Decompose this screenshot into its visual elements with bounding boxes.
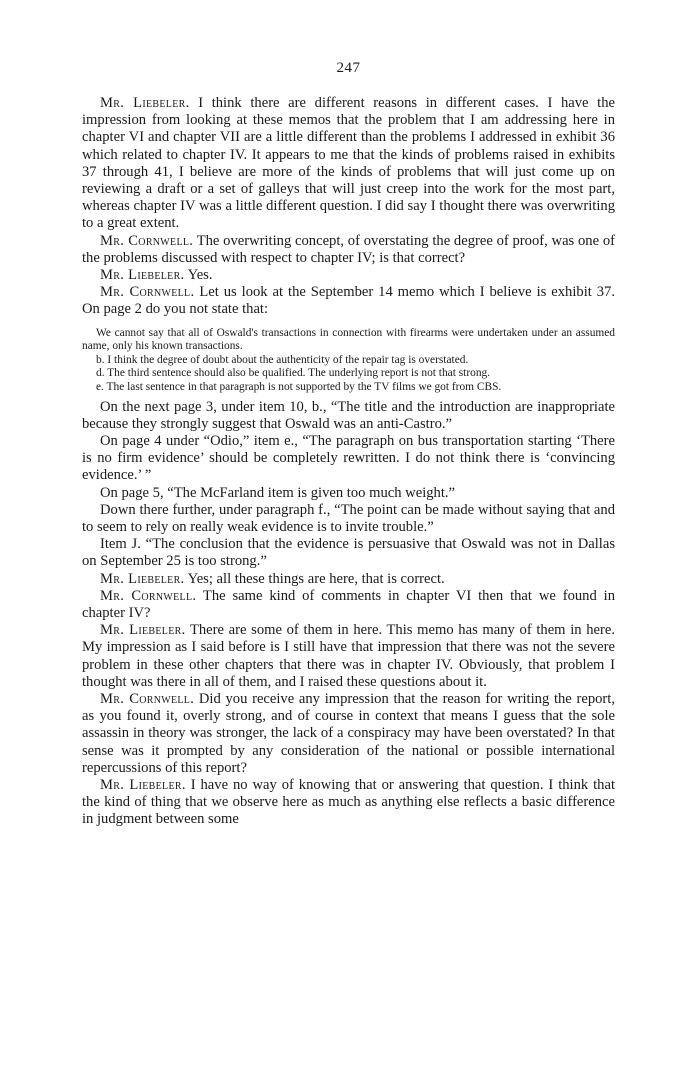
paragraph-text: Yes. — [184, 267, 213, 284]
testimony-paragraph — [82, 571, 615, 588]
paragraph-text: The same kind of comments in chapter VI then that we found in chapter IV? — [82, 587, 615, 622]
testimony-paragraph — [82, 588, 615, 622]
paragraph-text: Down there further, under paragraph f., “The point can be made without saying that and to seem to rely on really weak evidence is to invite trouble.” — [82, 501, 615, 536]
testimony-paragraph — [82, 622, 615, 691]
speaker-name: Mr. Liebeler. — [100, 777, 186, 794]
speaker-name: Mr. Cornwell. — [100, 691, 195, 708]
testimony-paragraph — [82, 267, 615, 284]
paragraph-text: On the next page 3, under item 10, b., “The title and the introduction are inappropriate because they strongly suggest that Oswald was an anti-Castro.” — [82, 398, 615, 432]
speaker-name: Mr. Cornwell. — [100, 587, 197, 604]
paragraph-text: Yes; all these things are here, that is correct. — [184, 570, 445, 587]
testimony-paragraph — [82, 284, 615, 318]
quoted-memo-line: b. I think the degree of doubt about the authenticity of the repair tag is overstated. — [96, 353, 469, 366]
speaker-name: Mr. Liebeler. — [100, 570, 185, 587]
quoted-memo-line: d. The third sentence should also be qualified. The underlying report is not that strong. — [96, 367, 491, 380]
testimony-paragraph — [82, 233, 615, 267]
paragraph-text: I think there are different reasons in different cases. I have the impression from looking at these memos that the problem that I am addressing here in chapter VI and chapter VII are a little different than the problems I addressed in exhibit 36 which related to chapter IV. It appears to me that the kinds of problems raised in exhibits 37 through 41, I believe are more of the kinds of problems that will just come up on reviewing a draft or a set of galleys that will just creep into the work for the most part, whereas chapter IV was a little different question. I did say I thought there was overwriting to a great extent. — [82, 95, 615, 232]
quoted-memo-line: We cannot say that all of Oswald's transactions in connection with firearms were undertaken under an assumed name, only his known transactions. — [82, 326, 615, 353]
testimony-paragraph — [82, 399, 615, 433]
paragraph-text: I have no way of knowing that or answering that question. I think that the kind of thing that we observe here as much as anything else reflects a basic difference in judgment between some — [82, 777, 615, 828]
page-number: 247 — [336, 60, 361, 76]
paragraph-text: Did you receive any impression that the reason for writing the report, as you found it, overly strong, and of course in context that means I guess that the sole assassin in theory was stronger, the lack of a conspiracy may have been overstated? In that sense was it prompted by any consideration of the national or possible international repercussions of this report? — [82, 691, 615, 776]
quoted-memo-block — [82, 327, 615, 395]
paragraph-text: There are some of them in here. This memo has many of them in here. My impression as I said before is I still have that impression that there was not the severe problem in these other chapters that there was in chapter IV. Obviously, that problem I thought was there in all of them, and I raised these questions about it. — [82, 622, 615, 690]
testimony-paragraph — [82, 536, 615, 570]
speaker-name: Mr. Liebeler. — [100, 622, 186, 639]
testimony-paragraph — [82, 777, 615, 829]
testimony-paragraph — [82, 485, 615, 502]
speaker-name: Mr. Cornwell. — [100, 232, 194, 249]
speaker-name: Mr. Liebeler. — [100, 95, 190, 111]
quoted-memo-line: e. The last sentence in that paragraph is not supported by the TV films we got from CBS. — [96, 381, 502, 394]
paragraph-text: On page 5, “The McFarland item is given too much weight.” — [100, 484, 456, 501]
testimony-block-1 — [82, 95, 615, 319]
testimony-paragraph — [82, 502, 615, 536]
testimony-paragraph — [82, 691, 615, 777]
speaker-name: Mr. Liebeler. — [100, 267, 185, 284]
paragraph-text: On page 4 under “Odio,” item e., “The paragraph on bus transportation starting ‘There is no firm evidence’ should be completely rewritten. I do not think there is ‘convincing evidence.’ ” — [82, 433, 615, 484]
speaker-name: Mr. Cornwell. — [100, 284, 195, 301]
paragraph-text: Let us look at the September 14 memo which I believe is exhibit 37. On page 2 do you not state that: — [82, 284, 615, 318]
page-body — [82, 95, 615, 829]
testimony-paragraph — [82, 433, 615, 485]
paragraph-text: Item J. “The conclusion that the evidence is persuasive that Oswald was not in Dallas on September 25 is too strong.” — [82, 536, 615, 570]
testimony-block-2 — [82, 399, 615, 829]
testimony-paragraph — [82, 95, 615, 233]
paragraph-text: The overwriting concept, of overstating the degree of proof, was one of the problems discussed with respect to chapter IV; is that correct? — [82, 232, 615, 266]
